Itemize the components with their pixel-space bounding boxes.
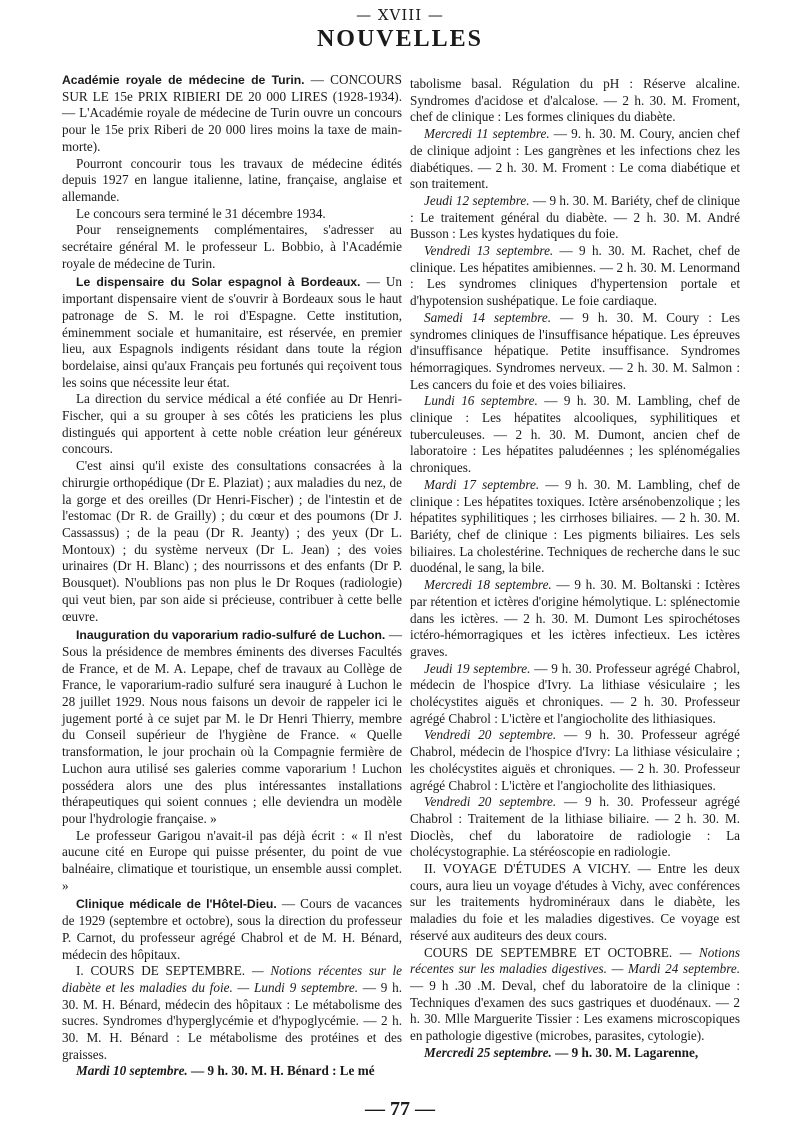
paragraph: Pour renseignements complémentaires, s'adresser au secrétaire général M. le professeur L. Bobbio, à l'Académie royale de médecine de Turin. [62,222,402,271]
schedule-text: — 9. h. 30. M. Coury, ancien chef de clinique adjoint : Les gangrènes et les infections chez les diabétiques. — 2 h. 30. M. Froment : Le coma diabétique et son traitement. [410,126,740,192]
schedule-date: Mardi 10 septembre. [76,1063,188,1079]
article-luchon [62,627,402,827]
article-text: — Cours de vacances de 1929 (septembre et octobre), sous la direction du professeur P. Carnot, du professeur agrégé Chabrol et de M. H. Bénard, médecin des hôpitaux. [62,896,402,962]
schedule-entry [410,727,740,794]
course-title: — Notions récentes sur le diabète et les maladies du foie. [62,963,402,995]
schedule-entry [410,794,740,861]
course-title: — Notions récentes sur les maladies digestives. [410,944,740,977]
schedule-entry [62,1063,402,1080]
schedule-entry [62,963,402,1063]
schedule-text: — 9 h. 30. M. Coury : Les syndromes cliniques de l'insuffisance hépatique. Les épreuves d'insuffisance hépatique. Petite insuffisance. Syndromes hémorragiques. Syndromes nerveux. — 2 h. 30. M. Salmon : Les cancers du foie et des voies biliaires. [410,309,740,392]
article-heading: Académie royale de médecine de Turin. [62,73,305,87]
schedule-date: Vendredi 20 septembre. [424,794,557,810]
schedule-text: — 9 h. 30. M. Lagarenne, [551,1044,699,1060]
schedule-text: — 9 h. 30. Professeur agrégé Chabrol : Traitement de la lithiase biliaire. — 2 h. 30. M. Dioclès, chef du laboratoire de radiologie : La cholécystographie. La stéréoscopie en radiologie. [410,794,740,860]
paragraph: tabolisme basal. Régulation du pH : Réserve alcaline. Syndromes d'acidose et d'alcalose. — 2 h. 30. M. Froment, chef de clinique : Les formes cliniques du diabète. [410,76,740,125]
schedule-text: — 9 h. 30. M. Bariéty, chef de clinique : Le traitement général du diabète. — 2 h. 30. M. André Busson : Les kystes hydatiques du foie. [410,192,740,242]
schedule-text: — 9 h. 30. M. H. Bénard : Le mé [187,1063,375,1079]
schedule-text: — 9 h .30 .M. Deval, chef du laboratoire de la clinique : Techniques d'examen des sucs gastriques et duodénaux. — 2 h. 30. Mlle Marguerite Tissier : Les examens microscopiques en pathologie digestive (microbes, parasites, cytologie). [410,977,740,1044]
schedule-text: — 9 h. 30. M. Boltanski : Ictères par rétention et ictères d'origine hémolytique. L: splénectomie dans les ictères. — 2 h. 30. M. Dumont Les spirochétoses ictéro-hémorragiques et les ictères infectieux. Les ictères graves. [410,577,740,659]
paragraph: Le concours sera terminé le 31 décembre 1934. [76,205,326,221]
schedule-date: Vendredi 20 septembre. [424,727,557,743]
article-solar [62,274,402,391]
article-turin [62,72,402,156]
schedule-date: — Mardi 24 septembre. [606,961,740,977]
schedule-date: Jeudi 19 septembre. [424,660,531,676]
article-text: — Un important dispensaire vient de s'ouvrir à Bordeaux sous le haut patronage de S. M. le roi d'Espagne. Cette institution, éminemment sociale et humanitaire, est réservée, en premier lieu, aux Espagnols indigents résidant dans toute la région bordelaise, ainsi qu'aux Français peu fortunés qui reçoivent tous les soins que nécessite leur état. [62,274,402,390]
course-label: I. COURS DE SEPTEMBRE. [76,963,246,979]
schedule-date: Mardi 17 septembre. [424,476,540,492]
schedule-text: — 9 h. 30. M. Lambling, chef de clinique : Les hépatites toxiques. Ictère arsénobenzolique ; les hépatites syphilitiques ; les cirrhoses biliaires. — 2 h. 30. M. Bariéty, chef de clinique : Les pigments biliaires. Les sels biliaires. La cholestérine. Techniques de recherche dans le suc duodénal, le sang, la bile. [410,476,740,576]
schedule-entry [410,193,740,243]
article-text: — CONCOURS SUR LE 15e PRIX RIBIERI DE 20 000 LIRES (1928-1934). — L'Académie royale de médecine de Turin ouvre un concours pour le 15e prix Riberi de 20 000 lires moins la taxe de main-morte). [62,72,402,154]
schedule-text: — 9 h. 30. M. Rachet, chef de clinique. Les hépatites amibiennes. — 2 h. 30. M. Lenormand : Les syndromes cliniques d'hypertension portale et d'hypotension sushépatique. Le foie cardiaque. [410,243,740,309]
running-page-number: — XVIII — [356,6,444,24]
schedule-text: — Entre les deux cours, aura lieu un voyage d'études à Vichy, avec conférences sur les traitements hydrominéraux dans le diabète, les maladies du foie et les maladies digestives. Ce voyage est réservé aux auditeurs des deux cours. [410,861,740,943]
paragraph: Pourront concourir tous les travaux de médecine édités depuis 1927 en langue italienne, latine, française, anglaise et allemande. [62,155,402,204]
schedule-entry [410,310,740,394]
article-heading: Le dispensaire du Solar espagnol à Bordeaux. [76,275,361,290]
schedule-entry [410,243,740,310]
article-heading: Inauguration du vaporarium radio-sulfuré de Luchon. [76,628,386,643]
paragraph: C'est ainsi qu'il existe des consultations consacrées à la chirurgie orthopédique (Dr E. Plaziat) ; aux maladies du nez, de la gorge et des oreilles (Dr Henri-Fischer) ; de l'intestin et de l'estomac (Dr R. de Grailly) ; du cœur et des poumons (Dr J. Cassassus) ; de la peau (Dr R. Jeanty) ; des yeux (Dr L. Montoux) ; du système nerveux (Dr L. Jean) ; des voies urinaires (Dr H. Blanc) ; des nourrissons et des enfants (Dr P. Bousquet). N'oublions pas non plus le Dr Roques (radiologie) qui veut bien, par son aide si précieuse, contribuer à cette belle œuvre. [62,458,402,624]
schedule-entry [410,577,740,661]
left-column [62,72,402,1080]
article-text: — Sous la présidence de membres éminents des diverses Facultés de France, et de M. A. Lepape, chef de travaux au Collège de France, le vaporarium-radio sulfuré sera inauguré à Luchon le 28 juillet 1929. Nous nous faisons un devoir de rappeler ici le jugement porté à ce sujet par M. le Dr Henri Thierry, membre du Conseil supérieur de l'hygiène de France. « Quelle transformation, le jour prochain où la Compagnie fermière de Luchon aura utilisé ses galeries comme vaporarium ! Luchon possédera alors une des plus intéressantes installations thérapeutiques qui soient connues ; elle deviendra un modèle pour l'hydrologie française. » [62,627,403,826]
schedule-date: Mercredi 25 septembre. [424,1044,552,1060]
right-column [410,76,740,1061]
schedule-text: — 9 h. 30. Professeur agrégé Chabrol, médecin de l'hospice d'Ivry: La lithiase vésiculaire ; les cholécystites aiguës et chroniques. — 2 h. 30. Professeur agrégé Chabrol : L'ictère et l'angiocholite des lithiasiques. [410,727,740,793]
schedule-entry [410,661,740,728]
schedule-entry [410,393,740,477]
article-hotel-dieu [62,896,402,963]
schedule-date: Lundi 16 septembre. [424,393,538,409]
schedule-text: — 9 h. 30. Professeur agrégé Chabrol, médecin de l'hospice d'Ivry. La lithiase vésiculaire ; les cholécystites aiguës et chroniques. — 2 h. 30. Professeur agrégé Chabrol : L'ictère et l'angiocholite des lithiasiques. [410,660,740,726]
paragraph: Le professeur Garigou n'avait-il pas déjà écrit : « Il n'est aucune cité en Europe qui puisse présenter, du point de vue balnéaire, climatique et touristique, un ensemble aussi complet. » [62,827,402,893]
schedule-text: — 9 h. 30. M. Lambling, chef de clinique : Les hépatites alcooliques, syphilitiques et tuberculeuses. — 2 h. 30. M. Dumont, ancien chef de laboratoire : Les hépatites paludéennes ; les splénomégalies chroniques. [410,393,741,476]
schedule-date: Mercredi 11 septembre. [424,126,550,142]
schedule-date: Vendredi 13 septembre. [424,243,554,259]
course-label: II. VOYAGE D'ÉTUDES A VICHY. [424,861,631,877]
section-title: NOUVELLES [316,26,484,52]
schedule-date: Jeudi 12 septembre. [424,192,530,208]
schedule-entry [410,945,740,1045]
schedule-date: Samedi 14 septembre. [424,309,552,325]
schedule-date: — Lundi 9 septembre. [232,979,358,995]
schedule-entry [410,1045,740,1062]
article-heading: Clinique médicale de l'Hôtel-Dieu. [76,897,277,912]
paragraph: La direction du service médical a été confiée au Dr Henri-Fischer, qui a su grouper à ses côtés les praticiens les plus distingués qui apportent à cette noble création leur généreux concours. [62,391,402,457]
schedule-text: — 9 h. 30. M. H. Bénard, médecin des hôpitaux : Le métabolisme des sucres. Syndromes d'hyperglycémie et d'hypoglycémie. — 2 h. 30. M. H. Bénard : Le métabolisme des protéines et des graisses. [62,979,403,1062]
page-number: — 77 — [365,1098,435,1120]
schedule-date: Mercredi 18 septembre. [424,577,552,593]
schedule-entry [410,126,740,193]
schedule-entry [410,861,740,945]
schedule-entry [410,477,740,577]
course-label: COURS DE SEPTEMBRE ET OCTOBRE. [424,944,673,960]
